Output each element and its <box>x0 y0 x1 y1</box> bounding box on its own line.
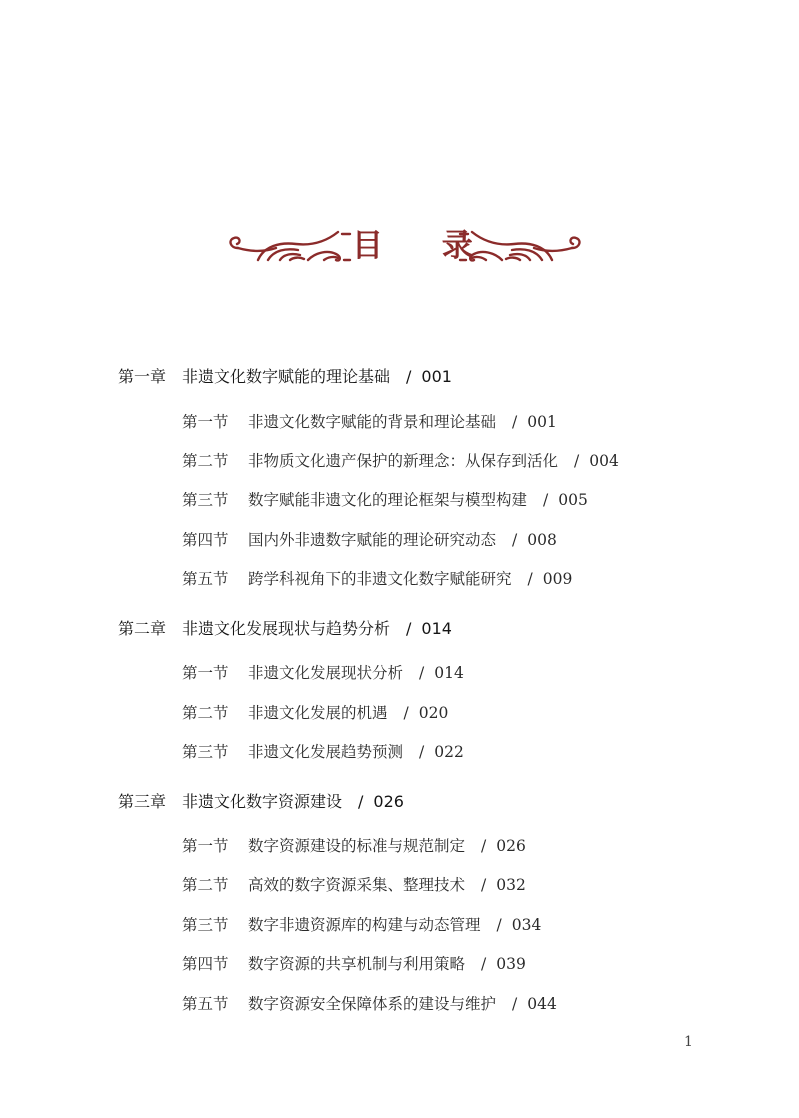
page-separator: / <box>574 452 580 470</box>
section-number: 第四节 <box>182 531 229 549</box>
section-title: 非遗文化发展现状分析 <box>248 664 404 682</box>
right-scroll-ornament-icon <box>458 230 586 262</box>
section-number: 第一节 <box>182 413 229 431</box>
page-title: 目 录 <box>352 228 497 264</box>
toc-section-1-4[interactable] <box>182 530 557 550</box>
section-title: 跨学科视角下的非遗文化数字赋能研究 <box>248 570 512 588</box>
toc-section-2-2[interactable] <box>182 703 448 723</box>
chapter-title: 非遗文化数字资源建设 <box>182 792 343 811</box>
page-separator: / <box>512 413 518 431</box>
section-title: 数字资源的共享机制与利用策略 <box>248 955 466 973</box>
toc-section-2-1[interactable] <box>182 663 464 683</box>
chapter-page: 014 <box>421 619 452 638</box>
page-number: 1 <box>684 1034 693 1050</box>
section-title: 非遗文化发展趋势预测 <box>248 743 404 761</box>
section-title: 国内外非遗数字赋能的理论研究动态 <box>248 531 497 549</box>
page-separator: / <box>496 916 502 934</box>
page-separator: / <box>527 570 533 588</box>
section-title: 数字资源建设的标准与规范制定 <box>248 837 466 855</box>
page-separator: / <box>481 837 487 855</box>
toc-section-1-1[interactable] <box>182 412 557 432</box>
section-number: 第三节 <box>182 491 229 509</box>
page-separator: / <box>481 955 487 973</box>
page-separator: / <box>358 792 364 811</box>
toc-header <box>0 222 799 272</box>
toc-section-2-3[interactable] <box>182 742 464 762</box>
toc-chapter-1[interactable] <box>118 367 452 387</box>
page-separator: / <box>481 876 487 894</box>
toc-section-1-2[interactable] <box>182 451 619 471</box>
section-page: 039 <box>496 955 526 973</box>
section-number: 第一节 <box>182 837 229 855</box>
toc-section-3-5[interactable] <box>182 994 557 1014</box>
page-separator: / <box>419 664 425 682</box>
section-title: 非物质文化遗产保护的新理念：从保存到活化 <box>248 452 559 470</box>
page-separator: / <box>419 743 425 761</box>
section-number: 第五节 <box>182 995 229 1013</box>
chapter-page: 001 <box>421 367 452 386</box>
section-page: 020 <box>418 704 449 722</box>
section-number: 第二节 <box>182 876 229 894</box>
chapter-title: 非遗文化发展现状与趋势分析 <box>182 619 391 638</box>
page-separator: / <box>512 995 518 1013</box>
section-title: 非遗文化发展的机遇 <box>248 704 388 722</box>
page-separator: / <box>406 367 412 386</box>
toc-section-1-5[interactable] <box>182 569 572 589</box>
chapter-title: 非遗文化数字赋能的理论基础 <box>182 367 391 386</box>
section-page: 032 <box>496 876 526 894</box>
section-number: 第三节 <box>182 743 229 761</box>
chapter-number: 第三章 <box>118 792 167 811</box>
section-number: 第五节 <box>182 570 229 588</box>
page-separator: / <box>543 491 549 509</box>
toc-chapter-3[interactable] <box>118 792 404 812</box>
section-number: 第二节 <box>182 452 229 470</box>
section-number: 第四节 <box>182 955 229 973</box>
section-page: 001 <box>527 413 557 431</box>
toc-section-3-4[interactable] <box>182 954 526 974</box>
section-page: 026 <box>496 837 526 855</box>
section-page: 004 <box>589 452 619 470</box>
left-scroll-ornament-icon <box>224 230 352 262</box>
section-page: 005 <box>558 491 588 509</box>
page-separator: / <box>406 619 412 638</box>
section-page: 008 <box>527 531 557 549</box>
section-title: 数字非遗资源库的构建与动态管理 <box>248 916 481 934</box>
section-page: 022 <box>434 743 464 761</box>
section-title: 高效的数字资源采集、整理技术 <box>248 876 466 894</box>
section-title: 非遗文化数字赋能的背景和理论基础 <box>248 413 497 431</box>
section-page: 009 <box>542 570 573 588</box>
toc-section-3-2[interactable] <box>182 875 526 895</box>
page-separator: / <box>512 531 518 549</box>
toc-section-3-3[interactable] <box>182 915 541 935</box>
page-separator: / <box>403 704 409 722</box>
toc-section-1-3[interactable] <box>182 490 588 510</box>
section-title: 数字资源安全保障体系的建设与维护 <box>248 995 497 1013</box>
toc-chapter-2[interactable] <box>118 619 452 639</box>
section-page: 034 <box>511 916 542 934</box>
section-number: 第三节 <box>182 916 229 934</box>
chapter-number: 第一章 <box>118 367 167 386</box>
section-page: 044 <box>527 995 557 1013</box>
chapter-page: 026 <box>373 792 404 811</box>
section-number: 第一节 <box>182 664 229 682</box>
toc-section-3-1[interactable] <box>182 836 526 856</box>
chapter-number: 第二章 <box>118 619 167 638</box>
section-title: 数字赋能非遗文化的理论框架与模型构建 <box>248 491 528 509</box>
section-number: 第二节 <box>182 704 229 722</box>
section-page: 014 <box>434 664 464 682</box>
